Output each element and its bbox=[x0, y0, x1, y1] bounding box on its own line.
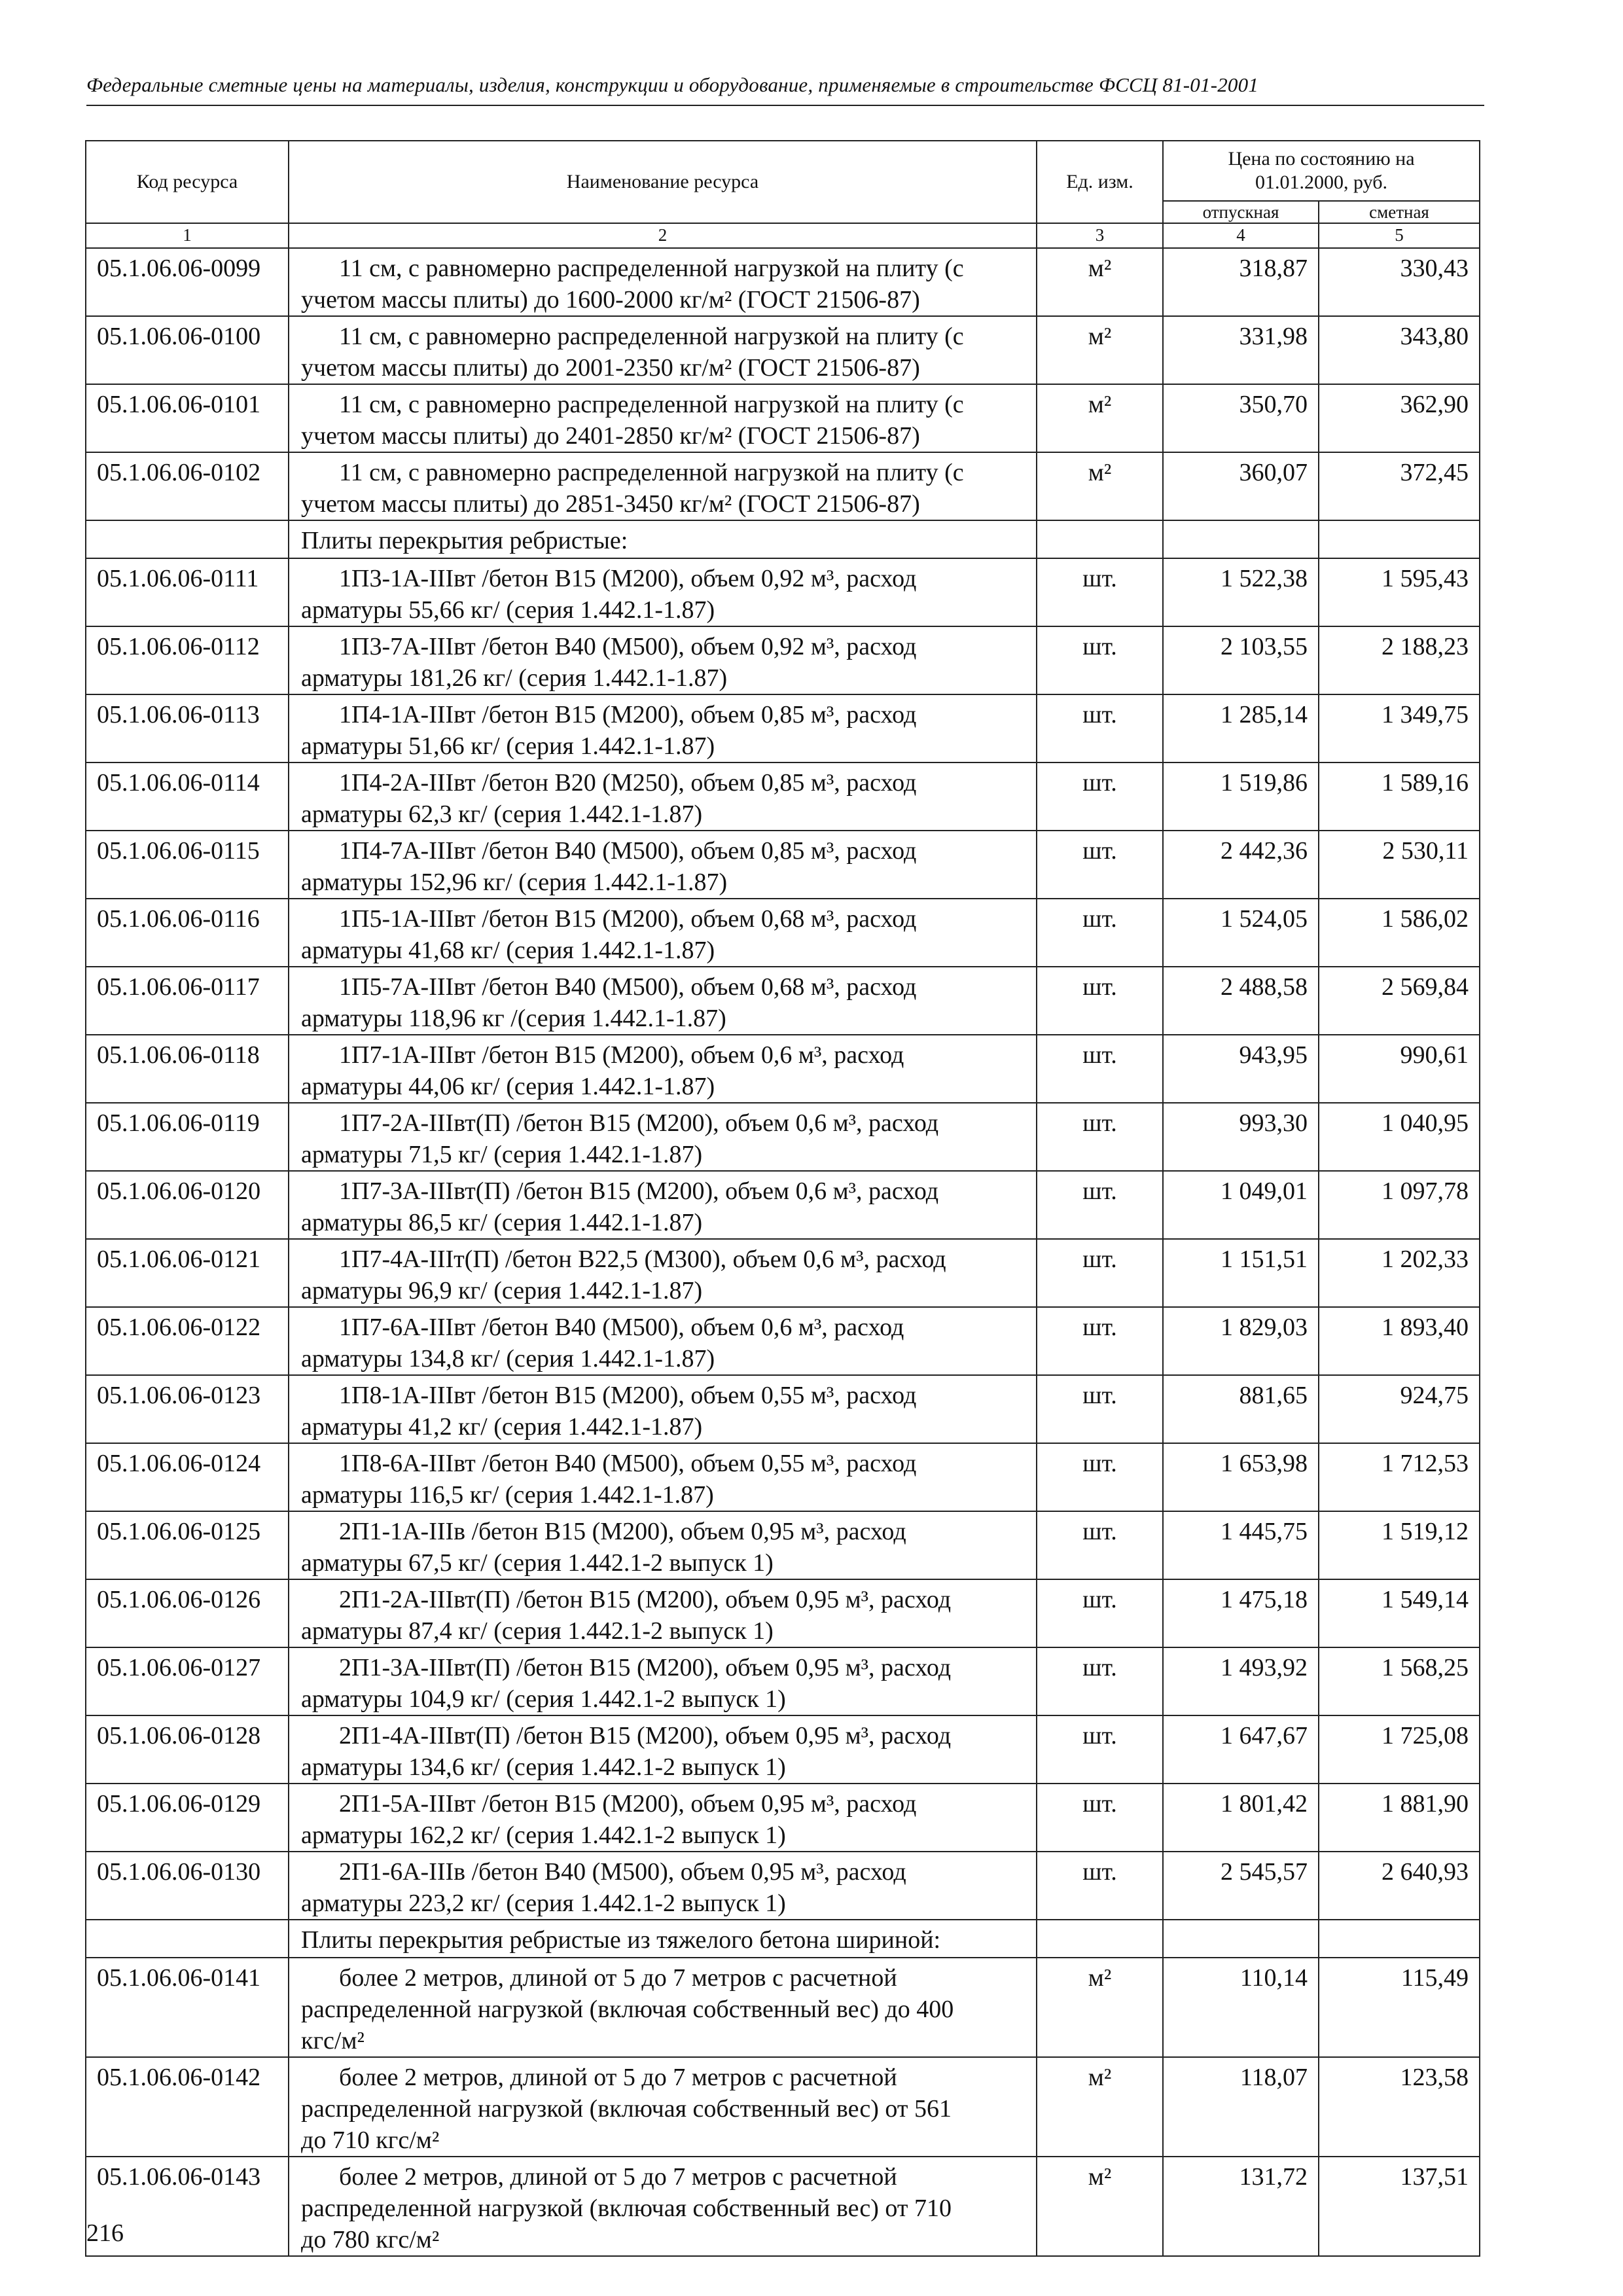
resource-code: 05.1.06.06-0115 bbox=[86, 831, 289, 899]
table-row bbox=[86, 1375, 1480, 1443]
unit: шт. bbox=[1037, 1443, 1163, 1511]
release-price: 1 829,03 bbox=[1163, 1307, 1319, 1375]
unit: шт. bbox=[1037, 762, 1163, 831]
resource-name bbox=[289, 831, 1037, 899]
release-price: 118,07 bbox=[1163, 2057, 1319, 2157]
resource-name bbox=[289, 1443, 1037, 1511]
table-row bbox=[86, 967, 1480, 1035]
name-line: более 2 метров, длиной от 5 до 7 метров с расчетной bbox=[339, 2064, 897, 2091]
estimate-price: 123,58 bbox=[1319, 2057, 1480, 2157]
table-row bbox=[86, 2057, 1480, 2157]
name-line: арматуры 181,26 кг/ (серия 1.442.1-1.87) bbox=[301, 664, 728, 692]
table-row bbox=[86, 384, 1480, 452]
unit: шт. bbox=[1037, 694, 1163, 762]
resource-code: 05.1.06.06-0118 bbox=[86, 1035, 289, 1103]
code-cell bbox=[86, 520, 289, 558]
resource-code: 05.1.06.06-0143 bbox=[86, 2157, 289, 2256]
name-line: 1П3-7А-IIIвт /бетон В40 (М500), объем 0,92 м³, расход bbox=[339, 633, 917, 660]
estimate-price: 362,90 bbox=[1319, 384, 1480, 452]
name-line: арматуры 51,66 кг/ (серия 1.442.1-1.87) bbox=[301, 732, 715, 760]
unit: шт. bbox=[1037, 1647, 1163, 1715]
release-price: 1 647,67 bbox=[1163, 1715, 1319, 1784]
table-row bbox=[86, 1511, 1480, 1579]
table-row bbox=[86, 626, 1480, 694]
name-line: более 2 метров, длиной от 5 до 7 метров с расчетной bbox=[339, 1964, 897, 1992]
name-line: 1П7-2А-IIIвт(П) /бетон В15 (М200), объем 0,6 м³, расход bbox=[339, 1109, 939, 1137]
name-line: 11 см, с равномерно распределенной нагрузкой на плиту (с bbox=[339, 459, 964, 486]
name-line: 11 см, с равномерно распределенной нагрузкой на плиту (с bbox=[339, 391, 964, 418]
estimate-price: 1 040,95 bbox=[1319, 1103, 1480, 1171]
resource-code: 05.1.06.06-0101 bbox=[86, 384, 289, 452]
release-price: 331,98 bbox=[1163, 316, 1319, 384]
name-line: арматуры 134,6 кг/ (серия 1.442.1-2 выпуск 1) bbox=[301, 1753, 786, 1781]
code-cell bbox=[86, 1920, 289, 1958]
estimate-price: 924,75 bbox=[1319, 1375, 1480, 1443]
unit: шт. bbox=[1037, 899, 1163, 967]
name-line: арматуры 86,5 кг/ (серия 1.442.1-1.87) bbox=[301, 1209, 703, 1236]
estimate-price: 1 519,12 bbox=[1319, 1511, 1480, 1579]
resource-code: 05.1.06.06-0123 bbox=[86, 1375, 289, 1443]
release-price: 1 445,75 bbox=[1163, 1511, 1319, 1579]
resource-code: 05.1.06.06-0141 bbox=[86, 1958, 289, 2057]
estimate-price: 1 202,33 bbox=[1319, 1239, 1480, 1307]
unit: шт. bbox=[1037, 1715, 1163, 1784]
resource-name bbox=[289, 1307, 1037, 1375]
unit: шт. bbox=[1037, 1035, 1163, 1103]
header-name: Наименование ресурса bbox=[289, 141, 1037, 223]
estimate-price: 2 530,11 bbox=[1319, 831, 1480, 899]
release-price: 1 653,98 bbox=[1163, 1443, 1319, 1511]
release-price: 1 493,92 bbox=[1163, 1647, 1319, 1715]
group-heading-row bbox=[86, 520, 1480, 558]
resource-code: 05.1.06.06-0122 bbox=[86, 1307, 289, 1375]
release-price: 881,65 bbox=[1163, 1375, 1319, 1443]
resource-name bbox=[289, 1103, 1037, 1171]
running-header: Федеральные сметные цены на материалы, изделия, конструкции и оборудование, применяемые в строительстве ФССЦ 81-01-2001 bbox=[86, 73, 1259, 96]
table-row bbox=[86, 831, 1480, 899]
estimate-price: 1 549,14 bbox=[1319, 1579, 1480, 1647]
release-price: 1 522,38 bbox=[1163, 558, 1319, 626]
estimate-price: 2 640,93 bbox=[1319, 1852, 1480, 1920]
table-row bbox=[86, 558, 1480, 626]
estimate-price-cell bbox=[1319, 1920, 1480, 1958]
resource-code: 05.1.06.06-0124 bbox=[86, 1443, 289, 1511]
resource-code: 05.1.06.06-0116 bbox=[86, 899, 289, 967]
resource-name bbox=[289, 1647, 1037, 1715]
resource-name bbox=[289, 762, 1037, 831]
table-row bbox=[86, 899, 1480, 967]
unit-cell bbox=[1037, 520, 1163, 558]
unit: м² bbox=[1037, 452, 1163, 520]
header-code: Код ресурса bbox=[86, 141, 289, 223]
resource-name bbox=[289, 626, 1037, 694]
table-row bbox=[86, 1715, 1480, 1784]
name-line: до 780 кгс/м² bbox=[301, 2226, 440, 2253]
table-row bbox=[86, 1958, 1480, 2057]
release-price: 2 442,36 bbox=[1163, 831, 1319, 899]
name-line: арматуры 96,9 кг/ (серия 1.442.1-1.87) bbox=[301, 1277, 703, 1304]
resource-name bbox=[289, 452, 1037, 520]
unit: шт. bbox=[1037, 1511, 1163, 1579]
table-row bbox=[86, 1035, 1480, 1103]
name-line: 1П7-6А-IIIвт /бетон В40 (М500), объем 0,6 м³, расход bbox=[339, 1314, 904, 1341]
column-number: 2 bbox=[289, 223, 1037, 248]
header-unit: Ед. изм. bbox=[1037, 141, 1163, 223]
unit: шт. bbox=[1037, 1171, 1163, 1239]
resource-code: 05.1.06.06-0129 bbox=[86, 1784, 289, 1852]
column-number: 3 bbox=[1037, 223, 1163, 248]
table-row bbox=[86, 316, 1480, 384]
unit: м² bbox=[1037, 2157, 1163, 2256]
resource-name bbox=[289, 1511, 1037, 1579]
table-row bbox=[86, 762, 1480, 831]
estimate-price: 2 188,23 bbox=[1319, 626, 1480, 694]
unit-cell bbox=[1037, 1920, 1163, 1958]
estimate-price: 1 349,75 bbox=[1319, 694, 1480, 762]
name-line: 2П1-6А-IIIв /бетон В40 (М500), объем 0,95 м³, расход bbox=[339, 1858, 906, 1886]
table-row bbox=[86, 1307, 1480, 1375]
resource-name bbox=[289, 1958, 1037, 2057]
resource-name bbox=[289, 384, 1037, 452]
resource-code: 05.1.06.06-0121 bbox=[86, 1239, 289, 1307]
header-price-release: отпускная bbox=[1163, 201, 1319, 223]
estimate-price-cell bbox=[1319, 520, 1480, 558]
resource-code: 05.1.06.06-0126 bbox=[86, 1579, 289, 1647]
name-line: распределенной нагрузкой (включая собственный вес) от 561 bbox=[301, 2095, 952, 2123]
name-line: 1П4-1А-IIIвт /бетон В15 (М200), объем 0,85 м³, расход bbox=[339, 701, 917, 728]
unit: шт. bbox=[1037, 967, 1163, 1035]
resource-code: 05.1.06.06-0127 bbox=[86, 1647, 289, 1715]
name-line: 2П1-4А-IIIвт(П) /бетон В15 (М200), объем 0,95 м³, расход bbox=[339, 1722, 952, 1749]
resource-code: 05.1.06.06-0099 bbox=[86, 248, 289, 316]
name-line: 11 см, с равномерно распределенной нагрузкой на плиту (с bbox=[339, 323, 964, 350]
release-price: 131,72 bbox=[1163, 2157, 1319, 2256]
estimate-price: 1 725,08 bbox=[1319, 1715, 1480, 1784]
table-body bbox=[86, 248, 1480, 2256]
resource-name bbox=[289, 1171, 1037, 1239]
estimate-price: 1 893,40 bbox=[1319, 1307, 1480, 1375]
name-line: 1П7-4А-IIIт(П) /бетон В22,5 (М300), объем 0,6 м³, расход bbox=[339, 1246, 946, 1273]
column-number: 1 bbox=[86, 223, 289, 248]
name-line: арматуры 152,96 кг/ (серия 1.442.1-1.87) bbox=[301, 869, 728, 896]
name-line: арматуры 67,5 кг/ (серия 1.442.1-2 выпуск 1) bbox=[301, 1549, 774, 1577]
estimate-price: 1 586,02 bbox=[1319, 899, 1480, 967]
resource-name bbox=[289, 316, 1037, 384]
name-line: арматуры 55,66 кг/ (серия 1.442.1-1.87) bbox=[301, 596, 715, 624]
resource-name bbox=[289, 1035, 1037, 1103]
name-line: 1П8-6А-IIIвт /бетон В40 (М500), объем 0,55 м³, расход bbox=[339, 1450, 917, 1477]
resource-name bbox=[289, 1784, 1037, 1852]
header-rule bbox=[86, 105, 1484, 106]
resource-code: 05.1.06.06-0142 bbox=[86, 2057, 289, 2157]
resource-name bbox=[289, 1715, 1037, 1784]
table-row bbox=[86, 1784, 1480, 1852]
table-row bbox=[86, 2157, 1480, 2256]
name-line: 2П1-2А-IIIвт(П) /бетон В15 (М200), объем 0,95 м³, расход bbox=[339, 1586, 952, 1613]
table-row bbox=[86, 248, 1480, 316]
table-row bbox=[86, 1852, 1480, 1920]
estimate-price: 115,49 bbox=[1319, 1958, 1480, 2057]
header-price: Цена по состоянию на 01.01.2000, руб. bbox=[1163, 141, 1480, 201]
unit: м² bbox=[1037, 248, 1163, 316]
name-line: арматуры 87,4 кг/ (серия 1.442.1-2 выпуск 1) bbox=[301, 1617, 774, 1645]
unit: шт. bbox=[1037, 1103, 1163, 1171]
estimate-price: 137,51 bbox=[1319, 2157, 1480, 2256]
release-price: 350,70 bbox=[1163, 384, 1319, 452]
name-line: 1П4-7А-IIIвт /бетон В40 (М500), объем 0,85 м³, расход bbox=[339, 837, 917, 865]
name-line: арматуры 41,68 кг/ (серия 1.442.1-1.87) bbox=[301, 937, 715, 964]
resource-code: 05.1.06.06-0100 bbox=[86, 316, 289, 384]
estimate-price: 372,45 bbox=[1319, 452, 1480, 520]
name-line: 1П5-1А-IIIвт /бетон В15 (М200), объем 0,68 м³, расход bbox=[339, 905, 917, 933]
table-row bbox=[86, 1171, 1480, 1239]
estimate-price: 1 589,16 bbox=[1319, 762, 1480, 831]
name-line: арматуры 162,2 кг/ (серия 1.442.1-2 выпуск 1) bbox=[301, 1821, 786, 1849]
name-line: распределенной нагрузкой (включая собственный вес) от 710 bbox=[301, 2195, 952, 2222]
header-price-estimate: сметная bbox=[1319, 201, 1480, 223]
name-line: арматуры 104,9 кг/ (серия 1.442.1-2 выпуск 1) bbox=[301, 1685, 786, 1713]
name-line: кгс/м² bbox=[301, 2027, 365, 2054]
group-heading-row bbox=[86, 1920, 1480, 1958]
resource-name bbox=[289, 558, 1037, 626]
unit: м² bbox=[1037, 384, 1163, 452]
resource-name bbox=[289, 1239, 1037, 1307]
unit: м² bbox=[1037, 316, 1163, 384]
resource-name bbox=[289, 2057, 1037, 2157]
name-line: арматуры 134,8 кг/ (серия 1.442.1-1.87) bbox=[301, 1345, 715, 1372]
group-heading: Плиты перекрытия ребристые: bbox=[289, 520, 1037, 558]
name-line: распределенной нагрузкой (включая собственный вес) до 400 bbox=[301, 1996, 954, 2023]
resource-code: 05.1.06.06-0117 bbox=[86, 967, 289, 1035]
name-line: 1П7-1А-IIIвт /бетон В15 (М200), объем 0,6 м³, расход bbox=[339, 1041, 904, 1069]
release-price-cell bbox=[1163, 1920, 1319, 1958]
unit: шт. bbox=[1037, 1307, 1163, 1375]
release-price: 1 801,42 bbox=[1163, 1784, 1319, 1852]
table-row bbox=[86, 1579, 1480, 1647]
release-price: 318,87 bbox=[1163, 248, 1319, 316]
price-table bbox=[85, 140, 1480, 2257]
name-line: арматуры 44,06 кг/ (серия 1.442.1-1.87) bbox=[301, 1073, 715, 1100]
name-line: 2П1-1А-IIIв /бетон В15 (М200), объем 0,95 м³, расход bbox=[339, 1518, 906, 1545]
release-price: 993,30 bbox=[1163, 1103, 1319, 1171]
table-row bbox=[86, 452, 1480, 520]
release-price: 110,14 bbox=[1163, 1958, 1319, 2057]
table-row bbox=[86, 1239, 1480, 1307]
name-line: 1П7-3А-IIIвт(П) /бетон В15 (М200), объем 0,6 м³, расход bbox=[339, 1177, 939, 1205]
name-line: более 2 метров, длиной от 5 до 7 метров с расчетной bbox=[339, 2163, 897, 2191]
unit: м² bbox=[1037, 2057, 1163, 2157]
estimate-price: 2 569,84 bbox=[1319, 967, 1480, 1035]
estimate-price: 990,61 bbox=[1319, 1035, 1480, 1103]
name-line: 2П1-5А-IIIвт /бетон В15 (М200), объем 0,95 м³, расход bbox=[339, 1790, 917, 1818]
estimate-price: 1 595,43 bbox=[1319, 558, 1480, 626]
unit: шт. bbox=[1037, 626, 1163, 694]
unit: шт. bbox=[1037, 558, 1163, 626]
release-price: 1 524,05 bbox=[1163, 899, 1319, 967]
release-price: 943,95 bbox=[1163, 1035, 1319, 1103]
name-line: арматуры 118,96 кг /(серия 1.442.1-1.87) bbox=[301, 1005, 726, 1032]
resource-code: 05.1.06.06-0102 bbox=[86, 452, 289, 520]
name-line: 1П4-2А-IIIвт /бетон В20 (М250), объем 0,85 м³, расход bbox=[339, 769, 917, 797]
column-number: 5 bbox=[1319, 223, 1480, 248]
resource-code: 05.1.06.06-0130 bbox=[86, 1852, 289, 1920]
release-price: 1 285,14 bbox=[1163, 694, 1319, 762]
resource-code: 05.1.06.06-0128 bbox=[86, 1715, 289, 1784]
resource-name bbox=[289, 1852, 1037, 1920]
estimate-price: 1 568,25 bbox=[1319, 1647, 1480, 1715]
estimate-price: 1 097,78 bbox=[1319, 1171, 1480, 1239]
resource-name bbox=[289, 1375, 1037, 1443]
resource-code: 05.1.06.06-0112 bbox=[86, 626, 289, 694]
resource-name bbox=[289, 899, 1037, 967]
unit: шт. bbox=[1037, 1375, 1163, 1443]
unit: шт. bbox=[1037, 1784, 1163, 1852]
resource-code: 05.1.06.06-0111 bbox=[86, 558, 289, 626]
release-price: 1 151,51 bbox=[1163, 1239, 1319, 1307]
table-row bbox=[86, 1443, 1480, 1511]
resource-name bbox=[289, 967, 1037, 1035]
name-line: учетом массы плиты) до 2401-2850 кг/м² (ГОСТ 21506-87) bbox=[301, 422, 920, 450]
estimate-price: 330,43 bbox=[1319, 248, 1480, 316]
table-row bbox=[86, 1103, 1480, 1171]
name-line: 11 см, с равномерно распределенной нагрузкой на плиту (с bbox=[339, 255, 964, 282]
resource-code: 05.1.06.06-0113 bbox=[86, 694, 289, 762]
column-number: 4 bbox=[1163, 223, 1319, 248]
release-price: 1 049,01 bbox=[1163, 1171, 1319, 1239]
release-price: 1 519,86 bbox=[1163, 762, 1319, 831]
release-price: 1 475,18 bbox=[1163, 1579, 1319, 1647]
unit: шт. bbox=[1037, 1239, 1163, 1307]
table-row bbox=[86, 694, 1480, 762]
name-line: учетом массы плиты) до 2851-3450 кг/м² (ГОСТ 21506-87) bbox=[301, 490, 920, 518]
name-line: 1П8-1А-IIIвт /бетон В15 (М200), объем 0,55 м³, расход bbox=[339, 1382, 917, 1409]
unit: шт. bbox=[1037, 1579, 1163, 1647]
resource-name bbox=[289, 248, 1037, 316]
unit: м² bbox=[1037, 1958, 1163, 2057]
name-line: учетом массы плиты) до 1600-2000 кг/м² (ГОСТ 21506-87) bbox=[301, 286, 920, 314]
name-line: 2П1-3А-IIIвт(П) /бетон В15 (М200), объем 0,95 м³, расход bbox=[339, 1654, 952, 1681]
release-price: 360,07 bbox=[1163, 452, 1319, 520]
resource-code: 05.1.06.06-0125 bbox=[86, 1511, 289, 1579]
name-line: арматуры 223,2 кг/ (серия 1.442.1-2 выпуск 1) bbox=[301, 1890, 786, 1917]
name-line: до 710 кгс/м² bbox=[301, 2126, 440, 2154]
release-price-cell bbox=[1163, 520, 1319, 558]
name-line: 1П5-7А-IIIвт /бетон В40 (М500), объем 0,68 м³, расход bbox=[339, 973, 917, 1001]
name-line: учетом массы плиты) до 2001-2350 кг/м² (ГОСТ 21506-87) bbox=[301, 354, 920, 382]
page-number: 216 bbox=[86, 2219, 124, 2247]
column-number-row bbox=[86, 223, 1480, 248]
name-line: 1П3-1А-IIIвт /бетон В15 (М200), объем 0,92 м³, расход bbox=[339, 565, 917, 592]
unit: шт. bbox=[1037, 831, 1163, 899]
table-row bbox=[86, 1647, 1480, 1715]
unit: шт. bbox=[1037, 1852, 1163, 1920]
name-line: арматуры 116,5 кг/ (серия 1.442.1-1.87) bbox=[301, 1481, 714, 1509]
name-line: арматуры 71,5 кг/ (серия 1.442.1-1.87) bbox=[301, 1141, 703, 1168]
resource-code: 05.1.06.06-0120 bbox=[86, 1171, 289, 1239]
group-heading: Плиты перекрытия ребристые из тяжелого бетона шириной: bbox=[289, 1920, 1037, 1958]
name-line: арматуры 62,3 кг/ (серия 1.442.1-1.87) bbox=[301, 800, 703, 828]
estimate-price: 1 881,90 bbox=[1319, 1784, 1480, 1852]
release-price: 2 488,58 bbox=[1163, 967, 1319, 1035]
release-price: 2 545,57 bbox=[1163, 1852, 1319, 1920]
resource-name bbox=[289, 1579, 1037, 1647]
resource-name bbox=[289, 2157, 1037, 2256]
estimate-price: 1 712,53 bbox=[1319, 1443, 1480, 1511]
resource-name bbox=[289, 694, 1037, 762]
estimate-price: 343,80 bbox=[1319, 316, 1480, 384]
resource-code: 05.1.06.06-0114 bbox=[86, 762, 289, 831]
name-line: арматуры 41,2 кг/ (серия 1.442.1-1.87) bbox=[301, 1413, 703, 1441]
release-price: 2 103,55 bbox=[1163, 626, 1319, 694]
resource-code: 05.1.06.06-0119 bbox=[86, 1103, 289, 1171]
